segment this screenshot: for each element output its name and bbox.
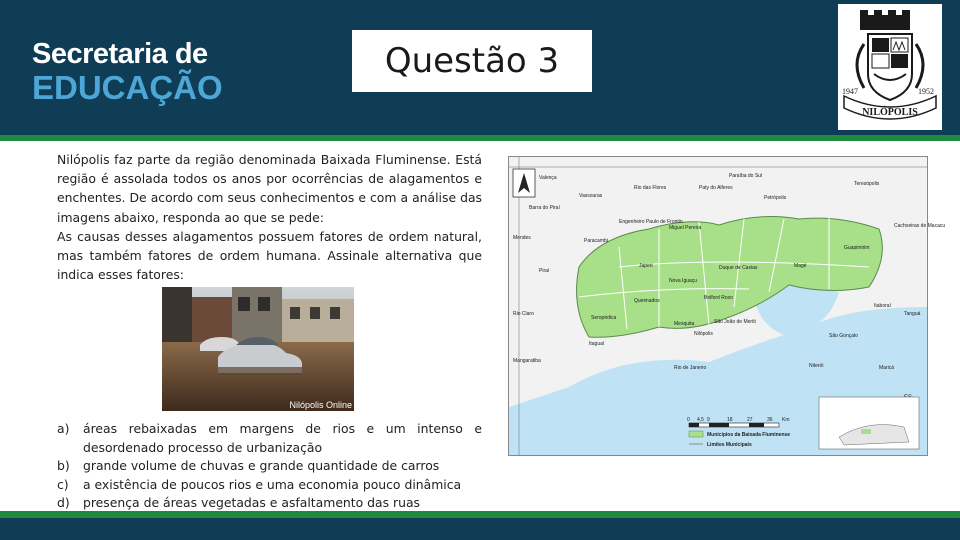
- svg-text:27: 27: [747, 417, 753, 423]
- map-label: Teresópolis: [854, 181, 880, 187]
- map-label: Vassouras: [579, 193, 603, 199]
- title-box: [352, 30, 592, 92]
- svg-text:36: 36: [767, 417, 773, 423]
- answer-options: [57, 420, 482, 513]
- option-text: a existência de poucos rios e uma economia pouco dinâmica: [83, 476, 462, 492]
- brand-line-1: Secretaria de: [32, 38, 208, 70]
- page-title: Questão 3: [384, 41, 560, 81]
- map-label: Rio de Janeiro: [674, 365, 707, 371]
- city-crest-logo: [838, 4, 942, 130]
- option-text: grande volume de chuvas e grande quantidade de carros: [83, 458, 440, 473]
- option-letter: a): [57, 421, 70, 436]
- map-label: Japeri: [639, 263, 653, 269]
- map-label: Tanguá: [904, 311, 921, 317]
- header-stripe: [0, 135, 960, 141]
- map-label: Rio das Flores: [634, 185, 667, 191]
- flood-photo: [162, 287, 354, 411]
- option-letter: b): [57, 458, 70, 473]
- map-label: São Gonçalo: [829, 333, 858, 339]
- map-label: Miguel Pereira: [669, 225, 702, 231]
- option-text: áreas rebaixadas em margens de rios e um intenso e desordenado processo de urbanização: [83, 421, 482, 455]
- map-label: Paty do Alferes: [699, 185, 733, 191]
- map-label: Petrópolis: [764, 195, 787, 201]
- map-label: Queimados: [634, 298, 660, 304]
- map-label: Niterói: [809, 363, 824, 369]
- map-label: Mangaratiba: [513, 358, 541, 364]
- map-label: Itaguaí: [589, 341, 605, 347]
- question-paragraph-1: Nilópolis faz parte da região denominada Baixada Fluminense. Está região é assolada todos os anos por ocorrências de alagamentos e enchentes. De acordo com seus conhecimentos e com a análise das imagens abaixo, responda ao que se pede:: [57, 152, 482, 225]
- option-letter: c): [57, 476, 69, 492]
- map-label: Piraí: [539, 268, 550, 274]
- map-label: Cachoeiras de Macacu: [894, 223, 946, 229]
- header-banner: [0, 0, 960, 135]
- map-label: Paracambi: [584, 238, 608, 244]
- map-label: Valença: [539, 175, 557, 181]
- svg-text:Km: Km: [782, 417, 790, 423]
- option-d[interactable]: [57, 494, 482, 513]
- map-label: Belford Roxo: [704, 295, 733, 301]
- inset-map: [819, 397, 919, 449]
- crest-year-left: 1947: [842, 87, 858, 96]
- question-text: [57, 150, 482, 284]
- question-paragraph-2: As causas desses alagamentos possuem fatores de ordem natural, mas também fatores de ordem humana. Assinale alternativa que indica esses fatores:: [57, 228, 482, 283]
- option-letter: d): [57, 495, 70, 510]
- legend-boundaries: Limites Municipais: [707, 442, 752, 448]
- map-label: Magé: [794, 263, 807, 269]
- option-a[interactable]: [57, 420, 482, 457]
- map-label: Seropédica: [591, 315, 617, 321]
- map-svg: [509, 157, 946, 455]
- legend-baixada: Municípios da Baixada Fluminense: [707, 432, 791, 438]
- option-text: presença de áreas vegetadas e asfaltamento das ruas: [83, 495, 421, 510]
- map-label: Mendes: [513, 235, 531, 241]
- option-c[interactable]: [57, 476, 482, 495]
- svg-text:4,5: 4,5: [697, 417, 704, 423]
- crest-city-name: NILÓPOLIS: [862, 107, 918, 118]
- photo-caption: Nilópolis Online: [289, 400, 352, 410]
- brand-logo: [32, 40, 223, 104]
- option-b[interactable]: [57, 457, 482, 476]
- baixada-fluminense-map: [508, 156, 946, 456]
- svg-text:18: 18: [727, 417, 733, 423]
- map-label: Duque de Caxias: [719, 265, 758, 271]
- map-label: Itaboraí: [874, 303, 891, 309]
- crest-year-right: 1952: [918, 87, 934, 96]
- map-label: Engenheiro Paulo de Frontin: [619, 219, 683, 225]
- svg-text:0: 0: [687, 417, 690, 423]
- svg-text:9: 9: [707, 417, 710, 423]
- footer-stripe: [0, 511, 960, 518]
- flood-photo-image: [162, 287, 354, 411]
- footer-bar: [0, 518, 960, 540]
- map-label: Paraíba do Sul: [729, 173, 763, 179]
- map-label: São João de Meriti: [714, 319, 756, 325]
- map-label: Barra do Piraí: [529, 205, 560, 211]
- map-label: Rio Claro: [513, 311, 534, 317]
- brand-line-2: EDUCAÇÃO: [32, 69, 223, 106]
- map-label: Guapimirim: [844, 245, 870, 251]
- map-label: Maricá: [879, 365, 895, 371]
- north-arrow-icon: [513, 169, 535, 197]
- map-label: Mesquita: [674, 321, 695, 327]
- map-label: Nilópolis: [694, 331, 713, 337]
- map-label: Nova Iguaçu: [669, 278, 698, 284]
